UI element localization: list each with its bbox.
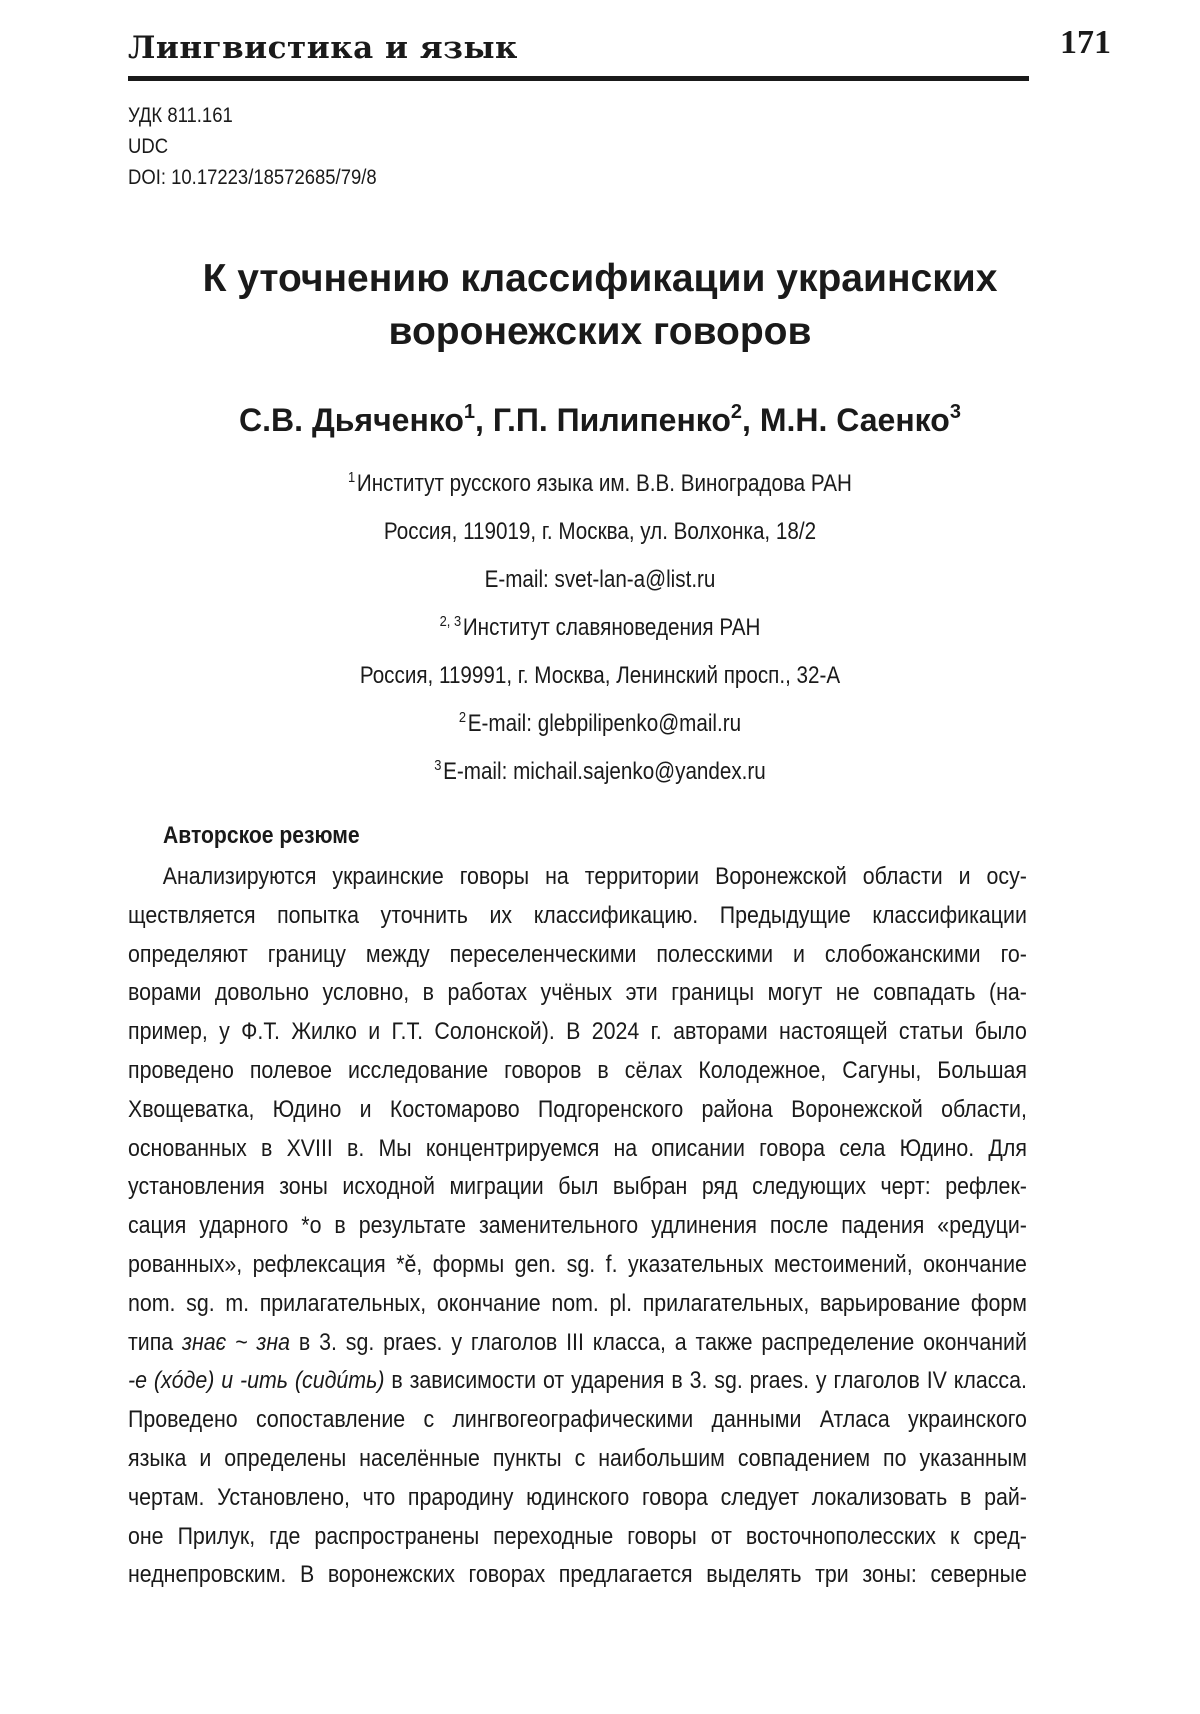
- affiliation-mark: 2: [458, 709, 467, 726]
- affiliation-text: E-mail: michail.sajenko@yandex.ru: [443, 758, 766, 785]
- abstract-line: ворами довольно условно, в работах учёных эти границы могут не совпадать (на-: [128, 979, 1027, 1007]
- title-line-2: воронежских говоров: [388, 310, 812, 353]
- abstract-line: установления зоны исходной миграции был выбран ряд следующих черт: рефлек-: [128, 1173, 1027, 1201]
- affiliation-mark: 3: [434, 757, 442, 774]
- abstract-line: языка и определены населённые пункты с наибольшим совпадением по указанным: [128, 1444, 1027, 1472]
- article-metadata: [128, 100, 377, 193]
- affiliation-line: [170, 700, 1030, 748]
- abstract-heading: Авторское резюме: [163, 822, 360, 849]
- abstract-line: nom. sg. m. прилагательных, окончание nom. pl. прилагательных, варьирование форм: [128, 1289, 1027, 1317]
- title-line-1: К уточнению классификации украинских: [202, 257, 998, 300]
- abstract-line: Проведено сопоставление с лингвогеографическими данными Атласа украинского: [128, 1406, 1027, 1434]
- affiliation-line: [170, 460, 1030, 508]
- abstract-line: -е (хóде) и -ить (сидúть) в зависимости от ударения в 3. sg. praes. у глаголов IV класса.: [128, 1367, 1027, 1395]
- author-affiliation-mark: 3: [949, 401, 961, 423]
- author-name: Г.П. Пилипенко: [492, 402, 731, 438]
- abstract-line: ществляется попытка уточнить их классификацию. Предыдущие классификации: [128, 901, 1027, 929]
- author-separator: ,: [742, 402, 760, 438]
- author-name: М.Н. Саенко: [759, 402, 950, 438]
- affiliation-text: Россия, 119991, г. Москва, Ленинский просп., 32-А: [359, 662, 841, 689]
- affiliation-text: E-mail: glebpilipenko@mail.ru: [467, 710, 742, 737]
- article-title: [100, 252, 1100, 358]
- udk-code: УДК 811.161: [128, 104, 233, 127]
- affiliation-line: [170, 604, 1030, 652]
- affiliation-text: Россия, 119019, г. Москва, ул. Волхонка, 18/2: [383, 518, 817, 545]
- affiliation-text: Институт славяноведения РАН: [462, 614, 761, 641]
- abstract-line: Анализируются украинские говоры на территории Воронежской области и осу-: [162, 863, 1027, 890]
- affiliation-mark: 1: [348, 469, 356, 486]
- author-list: [100, 402, 1100, 439]
- author-name: С.В. Дьяченко: [239, 402, 464, 438]
- abstract-line: Хвощеватка, Юдино и Костомарово Подгоренского района Воронежской области,: [128, 1095, 1027, 1123]
- italic-example: знає ~ зна: [182, 1328, 290, 1356]
- abstract-line: пример, у Ф.Т. Жилко и Г.Т. Солонской). В 2024 г. авторами настоящей статьи было: [128, 1018, 1027, 1046]
- abstract-line: типа знає ~ зна в 3. sg. praes. у глаголов III класса, а также распределение окончаний: [128, 1328, 1027, 1356]
- affiliation-mark: 2, 3: [439, 613, 462, 630]
- author-affiliation-mark: 1: [463, 401, 476, 423]
- abstract-line: неднепровским. В воронежских говорах предлагается выделять три зоны: северные: [128, 1561, 1027, 1589]
- italic-example: -е (хóде) и -ить (сидúть): [128, 1367, 385, 1395]
- abstract-line: сация ударного *о в результате заменительного удлинения после падения «редуци-: [128, 1212, 1027, 1240]
- abstract-body: [128, 858, 1027, 1595]
- affiliation-line: [170, 556, 1030, 604]
- udc-code: UDC: [128, 135, 169, 158]
- doi: DOI: 10.17223/18572685/79/8: [128, 166, 377, 189]
- abstract-line: рованных», рефлексация *ě, формы gen. sg. f. указательных местоимений, окончание: [128, 1250, 1027, 1278]
- affiliation-line: [170, 508, 1030, 556]
- abstract-line: чертам. Установлено, что прародину юдинского говора следует локализовать в рай-: [128, 1483, 1027, 1511]
- running-head-section-title: Лингвистика и язык: [128, 30, 518, 66]
- abstract-line: проведено полевое исследование говоров в сёлах Колодежное, Сагуны, Большая: [128, 1056, 1027, 1084]
- page-number: 171: [1060, 24, 1111, 61]
- affiliation-text: E-mail: svet-lan-a@list.ru: [484, 566, 716, 593]
- affiliation-line: [170, 652, 1030, 700]
- affiliations: [100, 460, 1100, 796]
- affiliation-line: [170, 748, 1030, 796]
- affiliation-text: Институт русского языка им. В.В. Виноградова РАН: [356, 470, 852, 497]
- header-rule: [128, 76, 1029, 81]
- author-affiliation-mark: 2: [730, 401, 743, 423]
- abstract-line: основанных в XVIII в. Мы концентрируемся на описании говора села Юдино. Для: [128, 1134, 1027, 1162]
- author-separator: ,: [475, 402, 493, 438]
- abstract-line: определяют границу между переселенческими полесскими и слобожанскими го-: [128, 940, 1027, 968]
- abstract-line: оне Прилук, где распространены переходные говоры от восточнополесских к сред-: [128, 1522, 1027, 1550]
